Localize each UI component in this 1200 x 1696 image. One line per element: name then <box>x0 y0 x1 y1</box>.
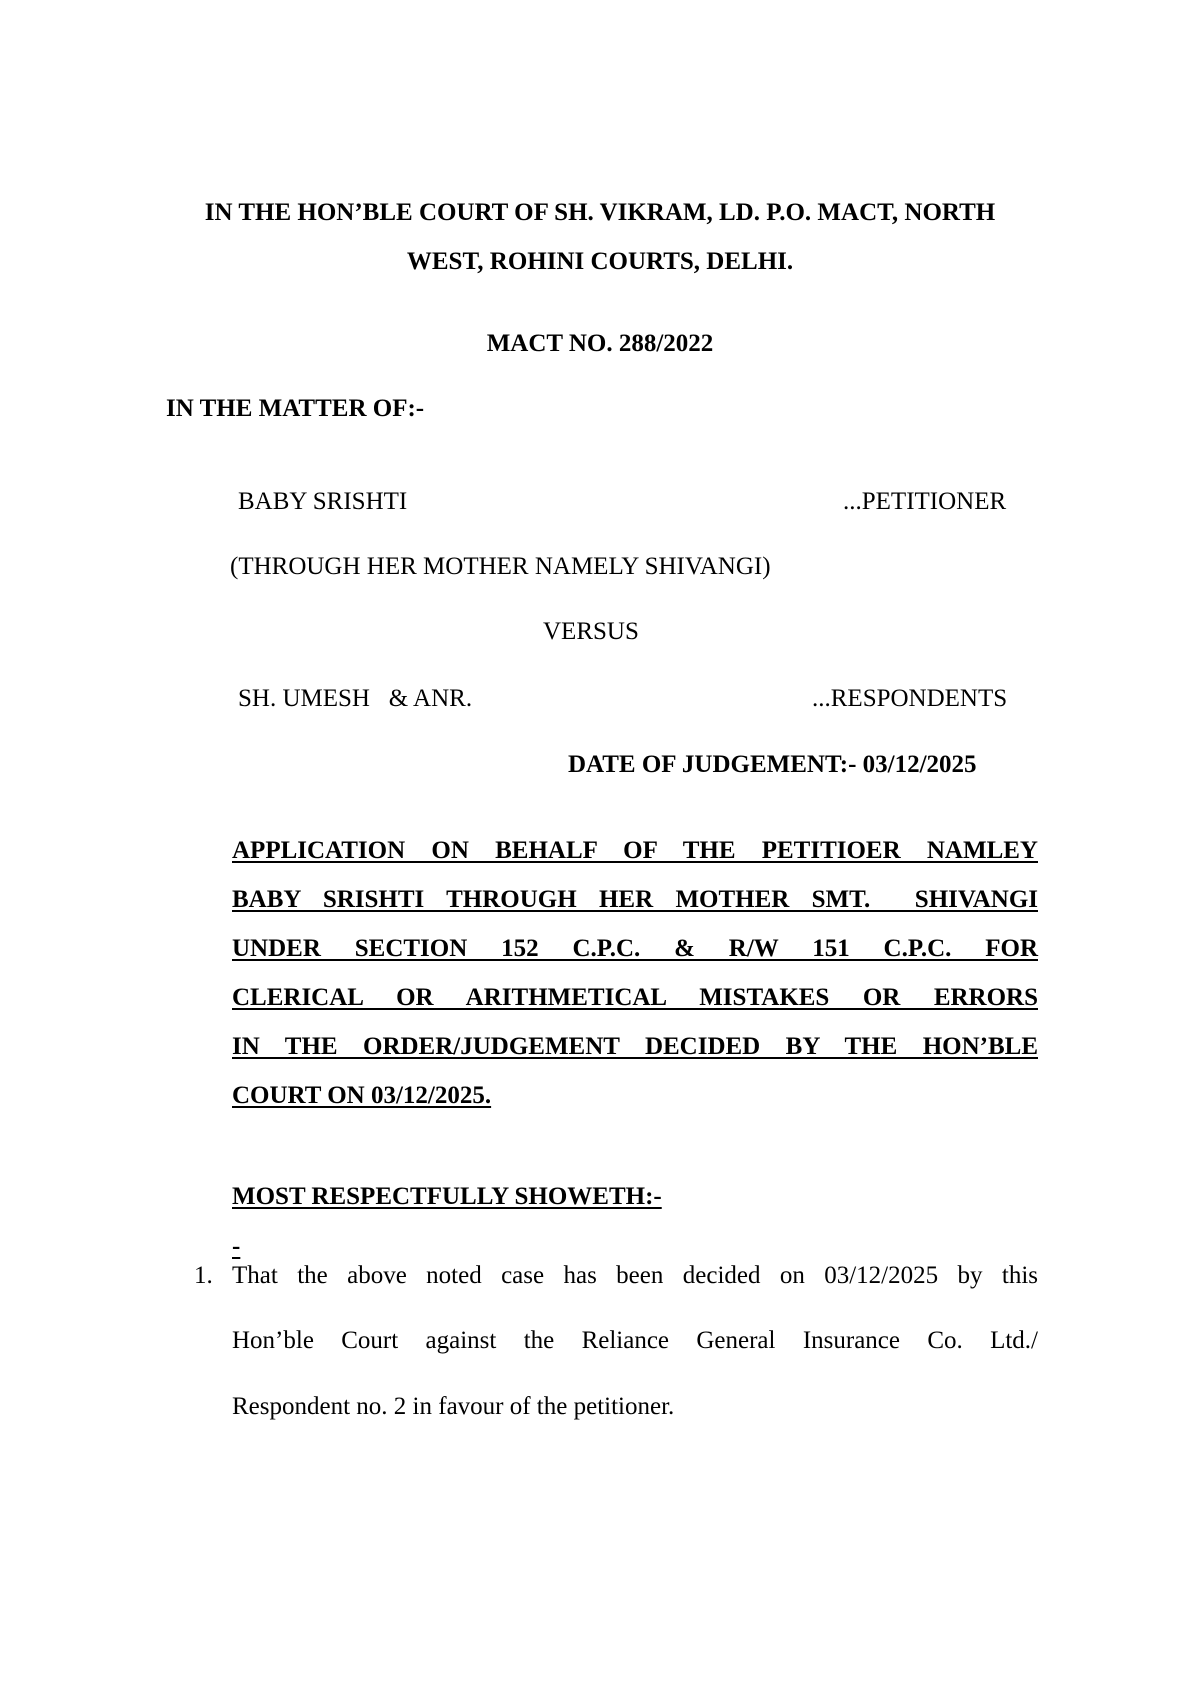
versus-label: VERSUS <box>543 618 639 645</box>
judgement-date: DATE OF JUDGEMENT:- 03/12/2025 <box>568 751 977 778</box>
respondent-role: ...RESPONDENTS <box>812 685 1008 712</box>
matter-of-heading: IN THE MATTER OF:- <box>166 395 425 422</box>
respondent-name: SH. UMESH & ANR. <box>238 685 473 712</box>
application-title-line: COURT ON 03/12/2025. <box>232 1082 492 1109</box>
showeth-heading: MOST RESPECTFULLY SHOWETH:- <box>232 1183 662 1210</box>
application-title-line: APPLICATION ON BEHALF OF THE PETITIOER NAMLEY <box>232 837 1038 864</box>
paragraph-number: 1. <box>194 1262 213 1289</box>
petitioner-role: ...PETITIONER <box>843 488 1007 515</box>
case-number: MACT NO. 288/2022 <box>486 330 714 357</box>
stray-mark: - <box>232 1233 241 1260</box>
application-title-line: CLERICAL OR ARITHMETICAL MISTAKES OR ERRORS <box>232 984 1038 1011</box>
court-title-line-2: WEST, ROHINI COURTS, DELHI. <box>406 248 794 275</box>
application-title-line: IN THE ORDER/JUDGEMENT DECIDED BY THE HON’BLE <box>232 1033 1038 1060</box>
paragraph-line: Respondent no. 2 in favour of the petitioner. <box>232 1393 675 1420</box>
court-title-line-1: IN THE HON’BLE COURT OF SH. VIKRAM, LD. P.O. MACT, NORTH <box>204 199 996 226</box>
petitioner-name: BABY SRISHTI <box>238 488 408 515</box>
application-title-line: BABY SRISHTI THROUGH HER MOTHER SMT. SHIVANGI <box>232 886 1038 913</box>
paragraph-line: That the above noted case has been decided on 03/12/2025 by this <box>232 1262 1038 1289</box>
application-title-line: UNDER SECTION 152 C.P.C. & R/W 151 C.P.C. FOR <box>232 935 1038 962</box>
petitioner-guardian: (THROUGH HER MOTHER NAMELY SHIVANGI) <box>230 553 771 580</box>
paragraph-line: Hon’ble Court against the Reliance General Insurance Co. Ltd./ <box>232 1327 1038 1354</box>
